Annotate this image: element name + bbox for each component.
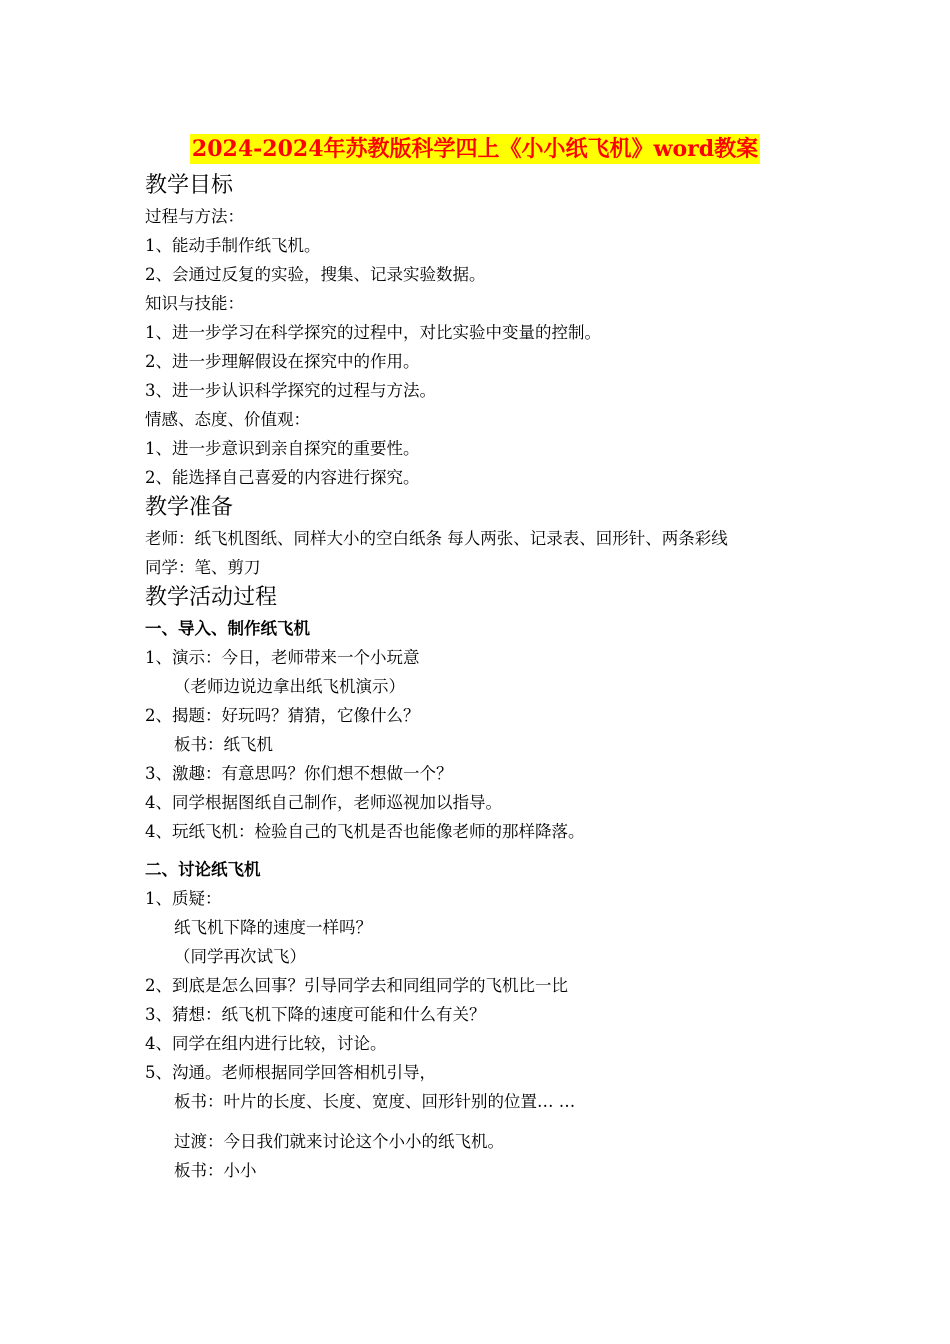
- prep-student: 同学：笔、剪刀: [145, 558, 261, 577]
- goals-line: 2、会通过反复的实验，搜集、记录实验数据。: [145, 265, 486, 284]
- goals-line: 3、进一步认识科学探究的过程与方法。: [145, 381, 436, 400]
- part2-line: 4、同学在组内进行比较，讨论。: [145, 1034, 387, 1053]
- part2-line: 板书：小小: [174, 1161, 257, 1180]
- part1-line: 板书：纸飞机: [174, 735, 273, 754]
- goals-line: 2、进一步理解假设在探究中的作用。: [145, 352, 420, 371]
- prep-teacher: 老师：纸飞机图纸、同样大小的空白纸条 每人两张、记录表、回形针、两条彩线: [145, 529, 728, 548]
- title-row: [0, 134, 950, 164]
- part2-line: 1、质疑：: [145, 889, 222, 908]
- part2-line: 过渡：今日我们就来讨论这个小小的纸飞机。: [174, 1132, 504, 1151]
- goals-line: 1、进一步学习在科学探究的过程中，对比实验中变量的控制。: [145, 323, 601, 342]
- heading-process: 教学活动过程: [145, 585, 278, 610]
- heading-prep: 教学准备: [145, 495, 234, 520]
- goals-line: 1、进一步意识到亲自探究的重要性。: [145, 439, 420, 458]
- goals-line: 2、能选择自己喜爱的内容进行探究。: [145, 468, 420, 487]
- part1-line: 4、玩纸飞机：检验自己的飞机是否也能像老师的那样降落。: [145, 822, 585, 841]
- goals-line: 过程与方法：: [145, 207, 244, 226]
- part1-line: 4、同学根据图纸自己制作，老师巡视加以指导。: [145, 793, 502, 812]
- document-body: [145, 170, 825, 1185]
- part2-line: 纸飞机下降的速度一样吗？: [174, 918, 372, 937]
- part1-line: 3、激趣：有意思吗？你们想不想做一个？: [145, 764, 453, 783]
- heading-part1: 一、导入、制作纸飞机: [145, 619, 310, 638]
- heading-goals: 教学目标: [145, 173, 234, 198]
- heading-part2: 二、讨论纸飞机: [145, 860, 261, 879]
- part2-line: 2、到底是怎么回事？引导同学去和同组同学的飞机比一比: [145, 976, 568, 995]
- part1-line: 1、演示：今日，老师带来一个小玩意: [145, 648, 420, 667]
- part2-line: 3、猜想：纸飞机下降的速度可能和什么有关？: [145, 1005, 486, 1024]
- part1-line: 2、揭题：好玩吗？猜猜，它像什么？: [145, 706, 420, 725]
- document-title: 2024-2024年苏教版科学四上《小小纸飞机》word教案: [191, 136, 759, 162]
- spacer: [145, 846, 825, 855]
- goals-line: 1、能动手制作纸飞机。: [145, 236, 321, 255]
- part1-line: （老师边说边拿出纸飞机演示）: [174, 677, 405, 696]
- spacer: [145, 1116, 825, 1127]
- goals-line: 知识与技能：: [145, 294, 244, 313]
- part2-line: 板书：叶片的长度、长度、宽度、回形针别的位置… …: [174, 1092, 576, 1111]
- part2-line: （同学再次试飞）: [174, 947, 306, 966]
- part2-line: 5、沟通。老师根据同学回答相机引导，: [145, 1063, 436, 1082]
- goals-line: 情感、态度、价值观：: [145, 410, 310, 429]
